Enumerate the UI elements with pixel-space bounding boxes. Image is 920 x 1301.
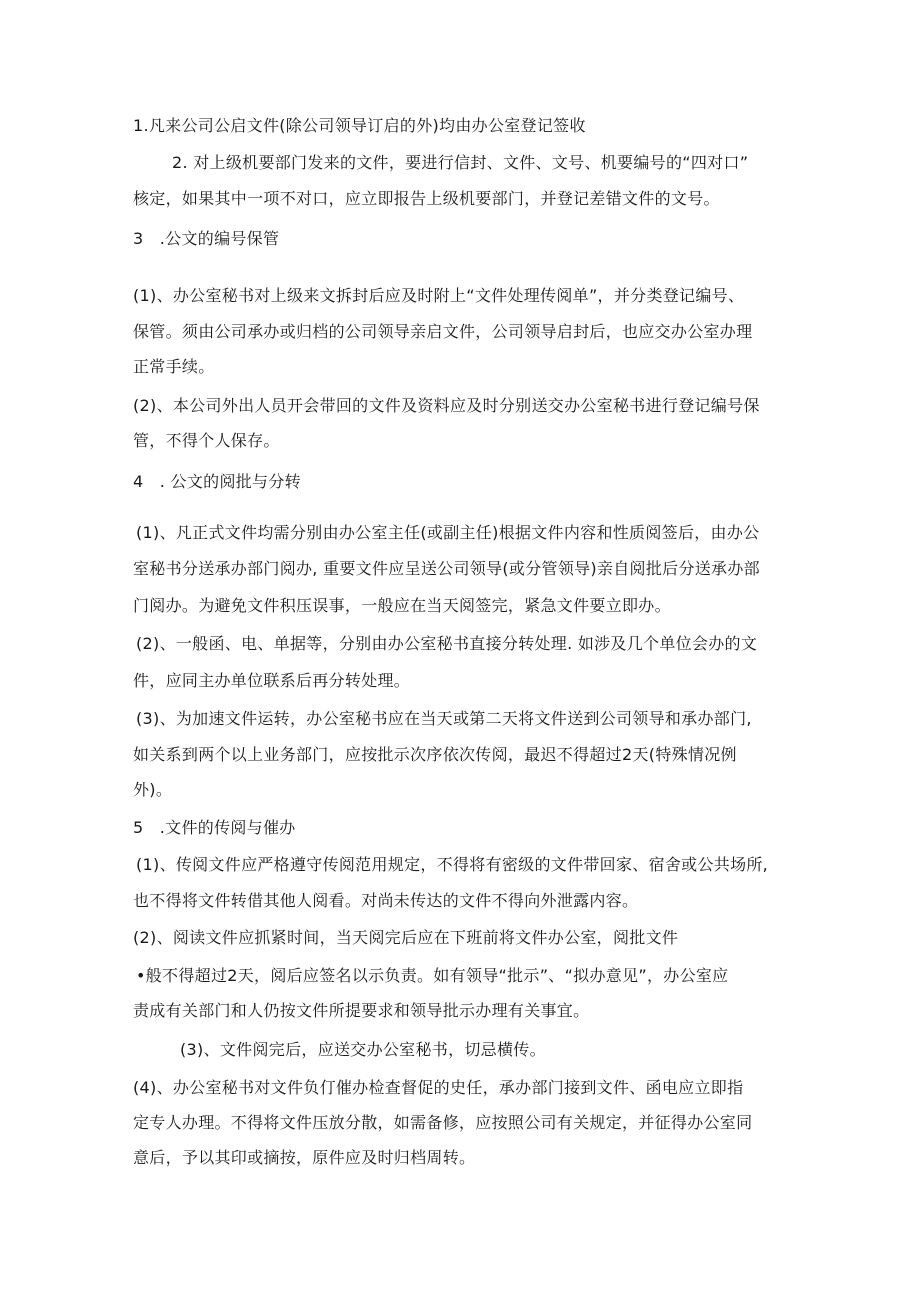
section-5-item-2-line-1: (2)、阅读文件应抓紧时间，当天阅完后应在下班前将文件办公室，阅批文件 [133, 928, 679, 947]
section-4-item-2-line-2: 件，应同主办单位联系后再分转处理。 [133, 671, 411, 690]
paragraph-2-line-1: 2. 对上级机要部门发来的文件，要进行信封、文件、文号、机要编号的“四对口” [172, 153, 749, 172]
section-5-heading: 5 .文件的传阅与催办 [133, 818, 296, 837]
section-4-item-1-line-1: (1)、凡正式文件均需分别由办公室主任(或副主任)根据文件内容和性质阅签后，由办公 [136, 523, 760, 542]
section-3-heading: 3 .公文的编号保管 [133, 229, 280, 248]
section-4-item-3-line-2: 如关系到两个以上业务部门，应按批示次序依次传阅，最迟不得超过2天(特殊情况例 [133, 745, 737, 764]
section-3-item-1-line-2: 保管。须由公司承办或归档的公司领导亲启文件，公司领导启封后，也应交办公室办理 [133, 322, 753, 341]
section-5-item-1-line-2: 也不得将文件转借其他人阅看。对尚未传达的文件不得向外泄露内容。 [133, 891, 639, 910]
section-5-item-3-line-1: (3)、文件阅完后，应送交办公室秘书，切忌横传。 [180, 1040, 546, 1059]
section-4-heading: 4 . 公文的阅批与分转 [133, 472, 301, 491]
section-5-item-4-line-2: 定专人办理。不得将文件压放分散，如需备修，应按照公司有关规定，并征得办公室同 [133, 1113, 753, 1132]
section-5-item-4-line-3: 意后，予以其印或摘按，原件应及时归档周转。 [133, 1148, 476, 1167]
section-4-item-2-line-1: (2)、一般函、电、单据等，分别由办公室秘书直接分转处理. 如涉及几个单位会办的文 [136, 634, 758, 653]
section-3-item-2-line-1: (2)、本公司外出人员开会带回的文件及资料应及时分别送交办公室秘书进行登记编号保 [133, 396, 760, 415]
section-5-item-4-line-1: (4)、办公室秘书对文件负仃催办检查督促的史任，承办部门接到文件、函电应立即指 [133, 1078, 744, 1097]
section-3-item-1-line-1: (1)、办公室秘书对上级来文拆封后应及时附上“文件处理传阅单”，并分类登记编号、 [133, 286, 745, 305]
section-4-item-3-line-3: 外)。 [133, 780, 173, 799]
section-3-item-1-line-3: 正常手续。 [133, 357, 215, 376]
section-4-item-1-line-3: 门阅办。为避免文件积压误事，一般应在当天阅签完，紧急文件要立即办。 [133, 596, 671, 615]
section-5-item-2-line-3: 责成有关部门和人仍按文件所提要求和领导批示办理有关事宜。 [133, 1001, 590, 1020]
section-5-item-2-line-2: •般不得超过2天，阅后应签名以示负责。如有领导“批示”、“拟办意见”，办公室应 [136, 966, 729, 985]
section-3-item-2-line-2: 管，不得个人保存。 [133, 431, 280, 450]
section-5-item-1-line-1: (1)、传阅文件应严格遵守传阅范用规定，不得将有密级的文件带回家、宿舍或公共场所, [136, 855, 769, 874]
section-4-item-1-line-2: 室秘书分送承办部门阅办, 重要文件应呈送公司领导(或分管领导)亲自阅批后分送承办部 [133, 559, 760, 578]
section-4-item-3-line-1: (3)、为加速文件运转，办公室秘书应在当天或第二天将文件送到公司领导和承办部门, [136, 709, 752, 728]
paragraph-1-line-1: 1.凡来公司公启文件(除公司领导订启的外)均由办公室登记签收 [133, 116, 586, 135]
paragraph-2-line-2: 核定，如果其中一项不对口，应立即报告上级机要部门，并登记差错文件的文号。 [133, 189, 720, 208]
